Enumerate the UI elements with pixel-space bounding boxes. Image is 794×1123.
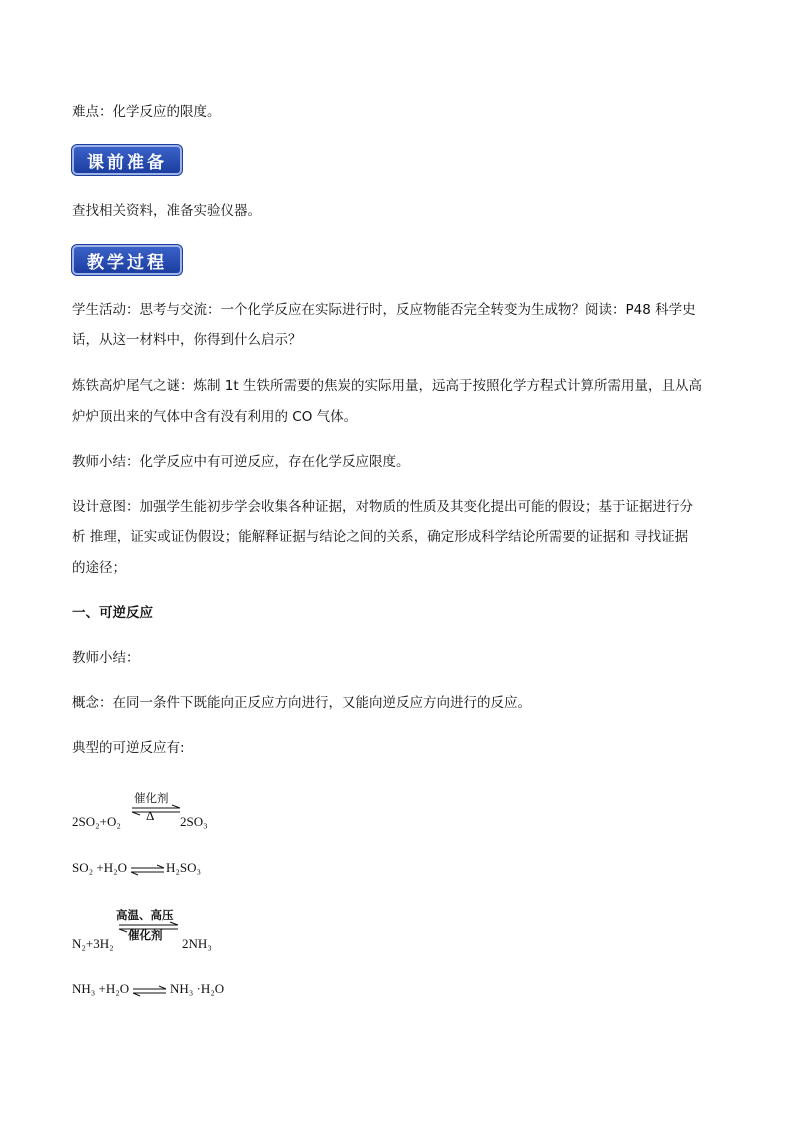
equation-1-right: 2SO₃ [180,814,208,829]
blast-furnace-line2: 炉炉顶出来的气体中含有没有利用的 CO 气体。 [72,409,358,425]
equation-3-right: 2NH₃ [182,936,212,951]
prep-text: 查找相关资料，准备实验仪器。 [72,203,261,219]
student-activity-line1: 学生活动：思考与交流：一个化学反应在实际进行时，反应物能否完全转变为生成物？阅读：P48 科学史 [72,302,696,318]
design-intent-line2: 析 推理，证实或证伪假设；能解释证据与结论之间的关系，确定形成科学结论所需要的证据和 寻找证据 [72,529,689,545]
reversible-arrow-icon [130,805,182,817]
eq1-condition-bottom: Δ [146,808,155,823]
equation-3-left: N₂+3H₂ [72,936,114,951]
teacher-summary-2: 教师小结： [72,650,140,666]
difficulty-text: 难点：化学反应的限度。 [72,104,221,120]
heading-reversible-reaction: 一、可逆反应 [72,605,153,621]
equation-4-right: NH₃ ·H₂O [170,981,225,996]
design-intent-line1: 设计意图：加强学生能初步学会收集各种证据，对物质的性质及其变化提出可能的假设；基于证据进行分 [72,499,693,515]
concept-definition: 概念：在同一条件下既能向正反应方向进行，又能向逆反应方向进行的反应。 [72,695,531,711]
eq3-condition-bottom: 催化剂 [128,930,163,942]
design-intent-line3: 的途径； [72,560,126,576]
equation-1-left: 2SO₂+O₂ [72,814,121,829]
eq3-condition-top: 高温、高压 [116,910,174,922]
blast-furnace-line1: 炼铁高炉尾气之谜：炼制 1t 生铁所需要的焦炭的实际用量，远高于按照化学方程式计算所需用量，且从高 [72,378,702,394]
student-activity-line2: 话，从这一材料中，你得到什么启示？ [72,332,302,348]
reversible-arrow-icon [132,985,168,997]
section-badge-process: 教学过程 [74,247,180,273]
eq1-condition-top: 催化剂 [134,793,169,805]
equation-2-right: H₂SO₃ [166,860,202,875]
reversible-arrow-icon [130,864,166,876]
equation-2-left: SO₂ +H₂O [72,860,128,875]
typical-reactions-label: 典型的可逆反应有: [72,740,185,756]
equation-4-left: NH₃ +H₂O [72,981,130,996]
teacher-summary-1: 教师小结：化学反应中有可逆反应，存在化学反应限度。 [72,454,410,470]
section-badge-prep: 课前准备 [74,147,180,173]
